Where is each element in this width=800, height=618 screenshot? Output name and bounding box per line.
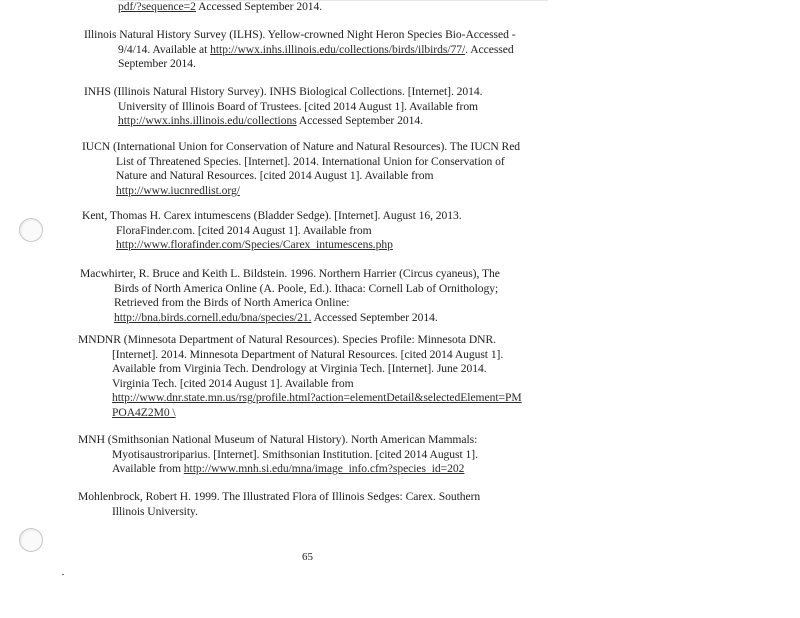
reference-kent — [82, 209, 462, 253]
reference-line: Mohlenbrock, Robert H. 1999. The Illustrated Flora of Illinois Sedges: Carex. Southern — [78, 490, 481, 503]
reference-line: http://bna.birds.cornell.edu/bna/species/21. Accessed September 2014. — [114, 310, 438, 324]
reference-mohlenbrock — [78, 490, 480, 519]
reference-line: MNDNR (Minnesota Department of Natural Resources). Species Profile: Minnesota DNR. — [78, 333, 497, 346]
reference-line: Macwhirter, R. Bruce and Keith L. Bildstein. 1996. Northern Harrier (Circus cyaneus), The — [80, 267, 500, 280]
reference-line: http://wwx.inhs.illinois.edu/collections Accessed September 2014. — [118, 114, 423, 128]
reference-line: Illinois University. — [112, 504, 198, 518]
reference-url[interactable]: http://www.florafinder.com/Species/Carex_intumescens.php — [116, 238, 393, 252]
reference-line — [78, 406, 522, 421]
reference-mnh — [78, 433, 478, 477]
reference-line: Birds of North America Online (A. Poole, Ed.). Ithaca: Cornell Lab of Ornithology; — [114, 281, 499, 295]
reference-url[interactable]: http://wwx.inhs.illinois.edu/collections — [118, 114, 297, 128]
reference-line: FloraFinder.com. [cited 2014 August 1]. Available from — [116, 223, 372, 237]
reference-line: September 2014. — [118, 57, 196, 71]
reference-url[interactable]: http://www.mnh.si.edu/mna/image_info.cfm?species_id=202 — [183, 462, 465, 476]
reference-url[interactable]: POA4Z2M0 \ — [112, 405, 176, 419]
reference-line: Illinois Natural History Survey (ILHS). Yellow-crowned Night Heron Species Bio-Accessed - — [84, 28, 516, 41]
reference-line: Nature and Natural Resources. [cited 2014 August 1]. Available from — [116, 169, 434, 183]
reference-line: 9/4/14. Available at http://wwx.inhs.illinois.edu/collections/birds/ilbirds/77/. Accessed — [118, 42, 514, 56]
reference-line: Available from http://www.mnh.si.edu/mna/image_info.cfm?species_id=202 — [112, 462, 465, 476]
page-number: 65 — [302, 551, 313, 563]
reference-iucn — [82, 140, 520, 198]
reference-line: Myotisaustroriparius. [Internet]. Smithsonian Institution. [cited 2014 August 1]. — [112, 447, 478, 461]
reference-line: Available from Virginia Tech. Dendrology at Virginia Tech. [Internet]. June 2014. — [112, 362, 487, 376]
reference-text: Accessed September 2014. — [195, 0, 323, 13]
reference-line: INHS (Illinois Natural History Survey). INHS Biological Collections. [Internet]. 2014. — [84, 85, 483, 98]
reference-line: Kent, Thomas H. Carex intumescens (Bladder Sedge). [Internet]. August 16, 2013. — [82, 209, 462, 222]
reference-line: Retrieved from the Birds of North America Online: — [114, 296, 350, 310]
reference-url[interactable]: pdf/?sequence=2 — [118, 0, 196, 13]
reference-url[interactable]: http://wwx.inhs.illinois.edu/collections/birds/ilbirds/77/ — [210, 42, 466, 56]
reference-fragment-top — [118, 0, 322, 15]
reference-line: MNH (Smithsonian National Museum of Natural History). North American Mammals: — [78, 433, 478, 446]
reference-line: [Internet]. 2014. Minnesota Department of Natural Resources. [cited 2014 August 1]. — [112, 347, 504, 361]
reference-line — [78, 391, 522, 406]
reference-url[interactable]: http://www.dnr.state.mn.us/rsg/profile.html?action=elementDetail&selectedElement=PM — [112, 391, 522, 405]
reference-url[interactable]: http://bna.birds.cornell.edu/bna/species/21. — [114, 310, 312, 324]
reference-url[interactable]: http://www.iucnredlist.org/ — [116, 183, 240, 197]
reference-line: List of Threatened Species. [Internet]. 2014. International Union for Conservation of — [116, 154, 505, 168]
reference-line — [82, 238, 462, 253]
punch-hole-top — [19, 218, 43, 242]
reference-line: University of Illinois Board of Trustees. [cited 2014 August 1]. Available from — [118, 99, 479, 113]
scan-speck — [62, 574, 64, 575]
reference-ilhs — [84, 28, 516, 72]
reference-line — [82, 184, 520, 199]
punch-hole-bottom — [19, 528, 43, 552]
reference-mndnr — [78, 333, 522, 421]
reference-line: IUCN (International Union for Conservation of Nature and Natural Resources). The IUCN Red — [82, 140, 521, 153]
reference-macwhirter — [80, 267, 500, 325]
reference-inhs — [84, 85, 483, 129]
reference-line: Virginia Tech. [cited 2014 August 1]. Available from — [112, 376, 354, 390]
